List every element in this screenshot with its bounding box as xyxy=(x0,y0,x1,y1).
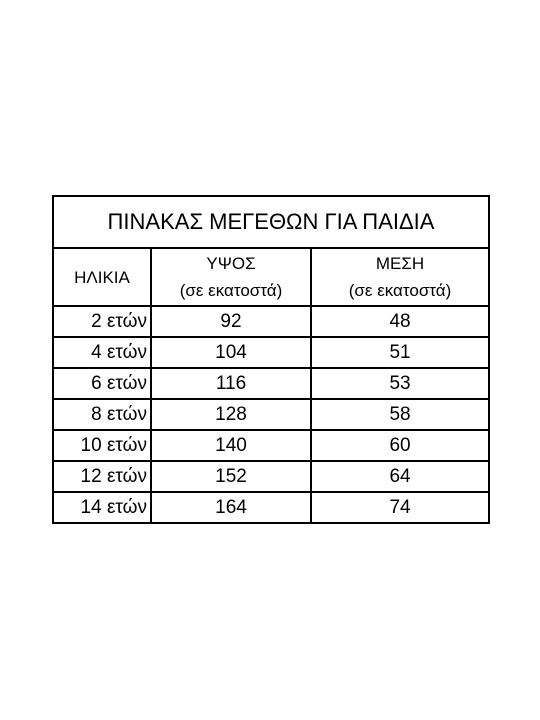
table-row xyxy=(53,399,489,430)
height-cell: 164 xyxy=(151,492,311,523)
header-height xyxy=(151,248,311,306)
table-title: ΠΙΝΑΚΑΣ ΜΕΓΕΘΩΝ ΓΙΑ ΠΑΙΔΙΑ xyxy=(53,196,489,248)
header-height-unit: (σε εκατοστά) xyxy=(179,281,283,300)
waist-cell: 51 xyxy=(311,337,489,368)
age-cell: 6 ετών xyxy=(53,368,151,399)
waist-cell: 48 xyxy=(311,306,489,337)
age-cell: 14 ετών xyxy=(53,492,151,523)
table-row xyxy=(53,461,489,492)
age-cell: 12 ετών xyxy=(53,461,151,492)
height-cell: 116 xyxy=(151,368,311,399)
header-waist xyxy=(311,248,489,306)
waist-cell: 53 xyxy=(311,368,489,399)
table-row xyxy=(53,306,489,337)
table-row xyxy=(53,492,489,523)
waist-cell: 74 xyxy=(311,492,489,523)
height-cell: 92 xyxy=(151,306,311,337)
age-cell: 4 ετών xyxy=(53,337,151,368)
age-cell: 8 ετών xyxy=(53,399,151,430)
table-row xyxy=(53,430,489,461)
waist-cell: 60 xyxy=(311,430,489,461)
header-age: ΗΛΙΚΙΑ xyxy=(53,248,151,306)
age-cell: 2 ετών xyxy=(53,306,151,337)
table-row xyxy=(53,337,489,368)
height-cell: 104 xyxy=(151,337,311,368)
waist-cell: 58 xyxy=(311,399,489,430)
size-chart-table xyxy=(52,195,490,524)
header-waist-unit: (σε εκατοστά) xyxy=(348,281,452,300)
table-row xyxy=(53,368,489,399)
header-height-label: ΥΨΟΣ xyxy=(206,254,256,273)
header-waist-label: ΜΕΣΗ xyxy=(375,254,425,273)
age-cell: 10 ετών xyxy=(53,430,151,461)
height-cell: 140 xyxy=(151,430,311,461)
waist-cell: 64 xyxy=(311,461,489,492)
height-cell: 152 xyxy=(151,461,311,492)
height-cell: 128 xyxy=(151,399,311,430)
